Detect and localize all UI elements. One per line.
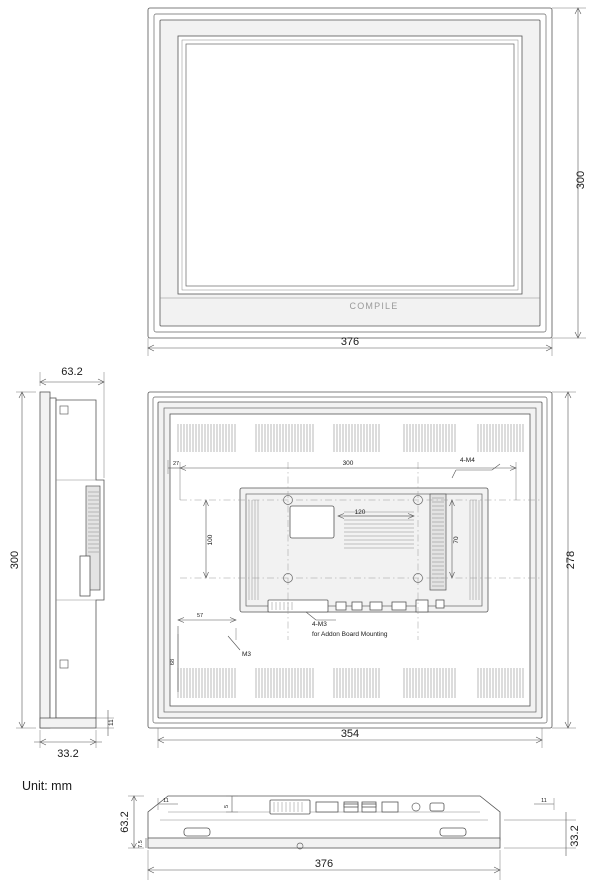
bottom-view-group — [148, 796, 500, 849]
rear-io-strip — [268, 600, 444, 612]
side-view-group — [40, 392, 104, 728]
rear-addon-h-dim: 68 — [170, 658, 176, 666]
rear-inner-h-dim: 70 — [453, 536, 460, 544]
rear-view-group — [148, 392, 552, 728]
rear-m3-note: M3 — [242, 651, 252, 658]
rear-width-dim: 354 — [340, 728, 360, 740]
bottom-edge-dim-left: 11 — [163, 798, 169, 804]
rear-vesa-v-dim: 100 — [207, 534, 214, 546]
bottom-width-dim: 376 — [314, 858, 334, 870]
rear-addon-w-dim: 57 — [196, 613, 204, 619]
rear-height-dim: 278 — [565, 550, 577, 570]
rear-vesa-h-dim: 300 — [342, 460, 354, 467]
bottom-edge-dim-right: 11 — [541, 798, 547, 804]
bottom-foot-right — [440, 828, 466, 836]
bottom-depth-dim: 63.2 — [119, 811, 131, 833]
rear-offset-left-dim: 27 — [172, 461, 180, 467]
rear-addon-note-2: for Addon Board Mounting — [312, 631, 388, 638]
bottom-foot-left — [184, 828, 210, 836]
side-height-dim: 300 — [9, 550, 21, 570]
rear-inner-w-dim: 120 — [354, 509, 366, 516]
rear-vesa-note: 4-M4 — [460, 457, 475, 464]
front-view-group — [148, 8, 552, 338]
side-thickness-dim: 11 — [108, 719, 115, 726]
bottom-depth-dim-right: 33.2 — [569, 825, 581, 847]
unit-label: Unit: mm — [22, 779, 72, 793]
side-depth-dim: 63.2 — [61, 366, 83, 378]
front-height-dim: 300 — [575, 170, 587, 190]
brand-logo: COMPILE — [349, 301, 399, 311]
side-base-dim: 33.2 — [57, 748, 79, 760]
rear-addon-note-1: 4-M3 — [312, 621, 327, 628]
rear-board-area — [240, 488, 488, 612]
front-width-dim: 376 — [340, 336, 360, 348]
bottom-dim-5: 5 — [224, 804, 230, 808]
bottom-dim-7-5: 7.5 — [138, 840, 144, 848]
